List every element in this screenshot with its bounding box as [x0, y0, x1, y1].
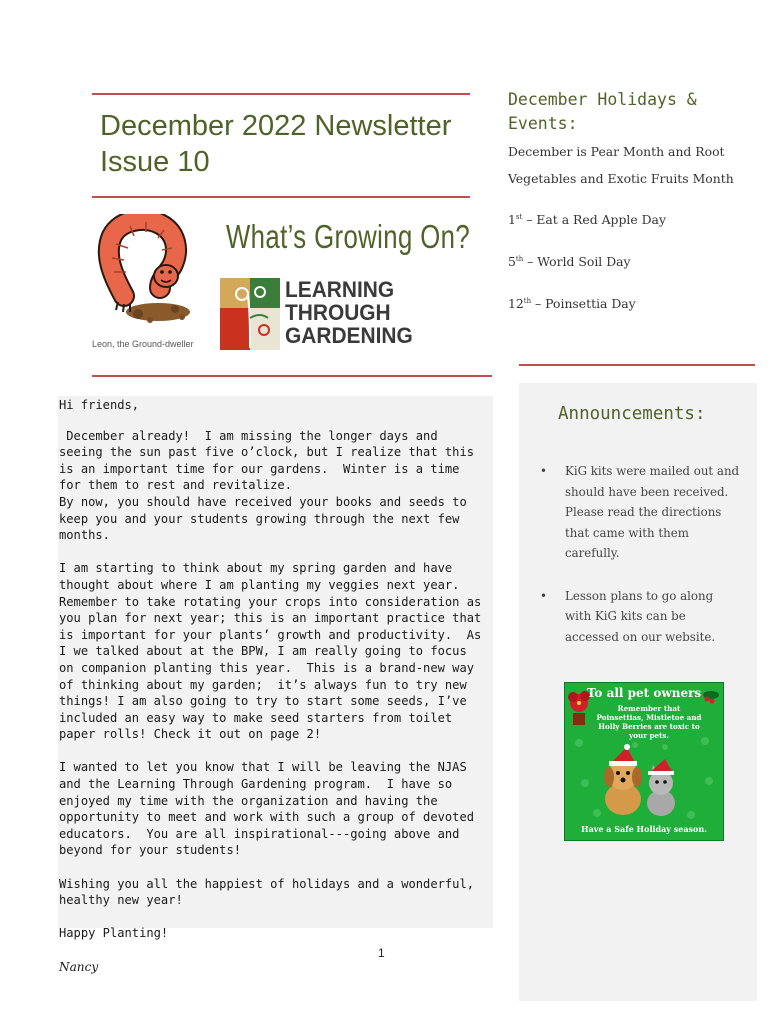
- letter-paragraph-4: Wishing you all the happiest of holidays and a wonderful, healthy new year!: [59, 876, 482, 908]
- logo-text: [285, 278, 413, 347]
- announcements-list: [540, 461, 740, 669]
- events-heading: [508, 88, 738, 136]
- letter-greeting: Hi friends,: [59, 398, 140, 412]
- section-divider-rule: [92, 375, 492, 377]
- event-item: 5th – World Soil Day: [508, 254, 631, 270]
- event-item: 12th – Poinsettia Day: [508, 296, 636, 312]
- poster-footer: Have a Safe Holiday season.: [581, 824, 707, 834]
- letter-paragraph-3: I wanted to let you know that I will be leaving the NJAS and the Learning Through Gardening program. I have so enjoyed my time with the organization and having the opportunity to meet and work with such a group of devoted educators. You are all inspirational---going above and beyond for your students!: [59, 760, 482, 858]
- pet-safety-poster: [564, 682, 724, 841]
- letter-signature: Nancy: [59, 959, 99, 974]
- letter-paragraph-1: December already! I am missing the longer days and seeing the sun past five o’clock, but I realize that this is an important time for our gardens. Winter is a time for them to rest and revitalize. By now, you should have received your books and seeds to keep you and your students growing through the next few months.: [59, 428, 475, 543]
- announcement-item: • KiG kits were mailed out and should have been received. Please read the directions that came with them carefully.: [540, 461, 740, 564]
- poster-message: Remember that Poinsettias, Mistletoe and Holly Berries are toxic to your pets.: [596, 704, 702, 740]
- newsletter-title: [100, 108, 470, 180]
- poster-heading: To all pet owners: [586, 686, 702, 700]
- announcements-title: Announcements:: [558, 404, 706, 424]
- events-heading-line-2: Events:: [508, 114, 578, 133]
- right-column-rule: [519, 364, 755, 366]
- title-line-2: Issue 10: [100, 146, 210, 178]
- title-bottom-rule: [92, 196, 470, 198]
- bullet-icon: •: [540, 588, 547, 603]
- events-list: [508, 138, 753, 330]
- logo-line-3: GARDENING: [285, 323, 413, 348]
- title-line-1: December 2022 Newsletter: [100, 110, 452, 142]
- worm-icon: [90, 214, 198, 326]
- logo-line-2: THROUGH: [285, 300, 391, 325]
- page-number: 1: [378, 946, 385, 960]
- month-note: December is Pear Month and Root Vegetables and Exotic Fruits Month: [508, 144, 734, 186]
- letter-paragraph-2: I am starting to think about my spring garden and have thought about where I am planting my veggies next year. Remember to take rotating your crops into consideration as you plan for next year; this is an important practice that is important for your plants’ growth and productivity. As I we talked about at the BPW, I am really going to focus on companion planting this year. This is a brand-new way of thinking about my garden; it’s always fun to try new things! I am also going to try to start some seeds, I’ve included an easy way to make seed starters from toilet paper rolls! Check it out on page 2!: [59, 561, 489, 742]
- announcement-item: • Lesson plans to go along with KiG kits can be accessed on our website.: [540, 586, 740, 648]
- bullet-icon: •: [540, 464, 547, 478]
- mascot-caption: Leon, the Ground-dweller: [92, 339, 194, 349]
- section-title: What’s Growing On?: [226, 218, 471, 255]
- event-item: 1st – Eat a Red Apple Day: [508, 212, 666, 228]
- events-heading-line-1: December Holidays &: [508, 90, 697, 109]
- letter-closing: Happy Planting!: [59, 926, 169, 941]
- logo-line-1: LEARNING: [285, 277, 395, 302]
- title-top-rule: [92, 93, 470, 95]
- letter-body: [59, 397, 487, 992]
